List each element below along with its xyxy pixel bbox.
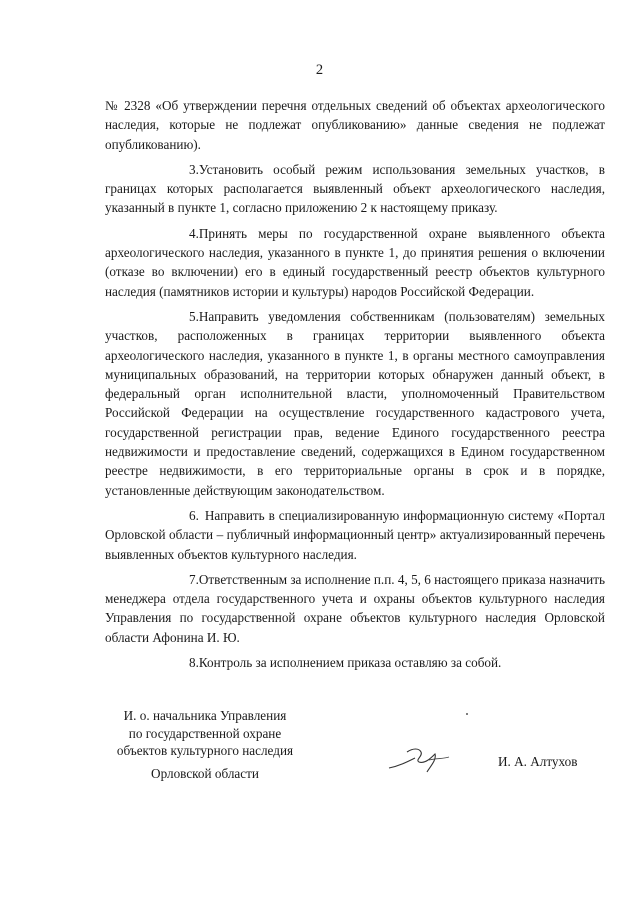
signatory-title-block (95, 707, 315, 782)
paragraph-number: 8. (189, 655, 199, 671)
handwritten-signature (385, 738, 465, 778)
page-number: 2 (315, 62, 324, 78)
paragraph-item-8 (105, 653, 605, 672)
paragraph-item-7 (105, 570, 605, 647)
paragraph-item-6 (105, 506, 605, 564)
scan-speck (466, 713, 468, 715)
paragraph-number: 5. (189, 308, 199, 324)
paragraph-item-3 (105, 160, 605, 218)
paragraph-number: 3. (189, 161, 199, 177)
paragraph-text: № 2328 «Об утверждении перечня отдельных сведений об объектах археологического наследия, которые не подлежат опубликованию» данные сведения не подлежат опубликованию). (105, 98, 605, 152)
paragraph-text: Принять меры по государственной охране выявленного объекта археологического наследия, указанного в пункте 1, до принятия решения о включении (отказе во включении) его в единый государственный реестр объектов культурного наследия (памятников истории и культуры) народов Российской Федерации. (105, 225, 605, 299)
paragraph-continuation (105, 96, 605, 154)
signatory-title-line: И. о. начальника Управления (123, 708, 287, 723)
paragraph-text: Контроль за исполнением приказа оставляю за собой. (198, 655, 502, 671)
paragraph-number: 4. (189, 225, 199, 241)
paragraph-text: Установить особый режим использования земельных участков, в границах которых располагается выявленный объект археологического наследия, указанный в пункте 1, согласно приложению 2 к настоящему приказу. (105, 161, 605, 216)
signatory-title-line: по государственной охране (128, 725, 282, 741)
paragraph-text: Направить в специализированную информационную систему «Портал Орловской области – публичный информационный центр» актуализированный перечень выявленных объектов культурного наследия. (105, 507, 605, 562)
signatory-title-line: объектов культурного наследия (116, 743, 294, 758)
paragraph-item-5 (105, 307, 605, 500)
paragraph-item-4 (105, 224, 605, 301)
document-body (105, 96, 605, 678)
paragraph-text: Направить уведомления собственникам (пользователям) земельных участков, расположенных в границах территории выявленного объекта археологического наследия, указанного в пункте 1, в органы местного самоуправления муниципальных образований, на территории которых обнаружен данный объект, в федеральный орган исполнительной власти, уполномоченный Правительством Российской Федерации на осуществление государственного кадастрового учета, государственной регистрации прав, ведение Единого государственного реестра недвижимости и предоставление сведений, содержащихся в Едином государственном реестре недвижимости, в его территориальные органы в срок и в порядке, установленные действующим законодательством. (105, 308, 605, 498)
paragraph-number: 6. (189, 507, 199, 523)
paragraph-number: 7. (189, 571, 199, 587)
signatory-title-line: Орловской области (151, 765, 259, 781)
signatory-name: И. А. Алтухов (498, 754, 578, 769)
paragraph-text: Ответственным за исполнение п.п. 4, 5, 6 настоящего приказа назначить менеджера отдела государственного учета и охраны объектов культурного наследия Управления по государственной охране объектов культурного наследия Орловской области Афонина И. Ю. (105, 571, 605, 645)
